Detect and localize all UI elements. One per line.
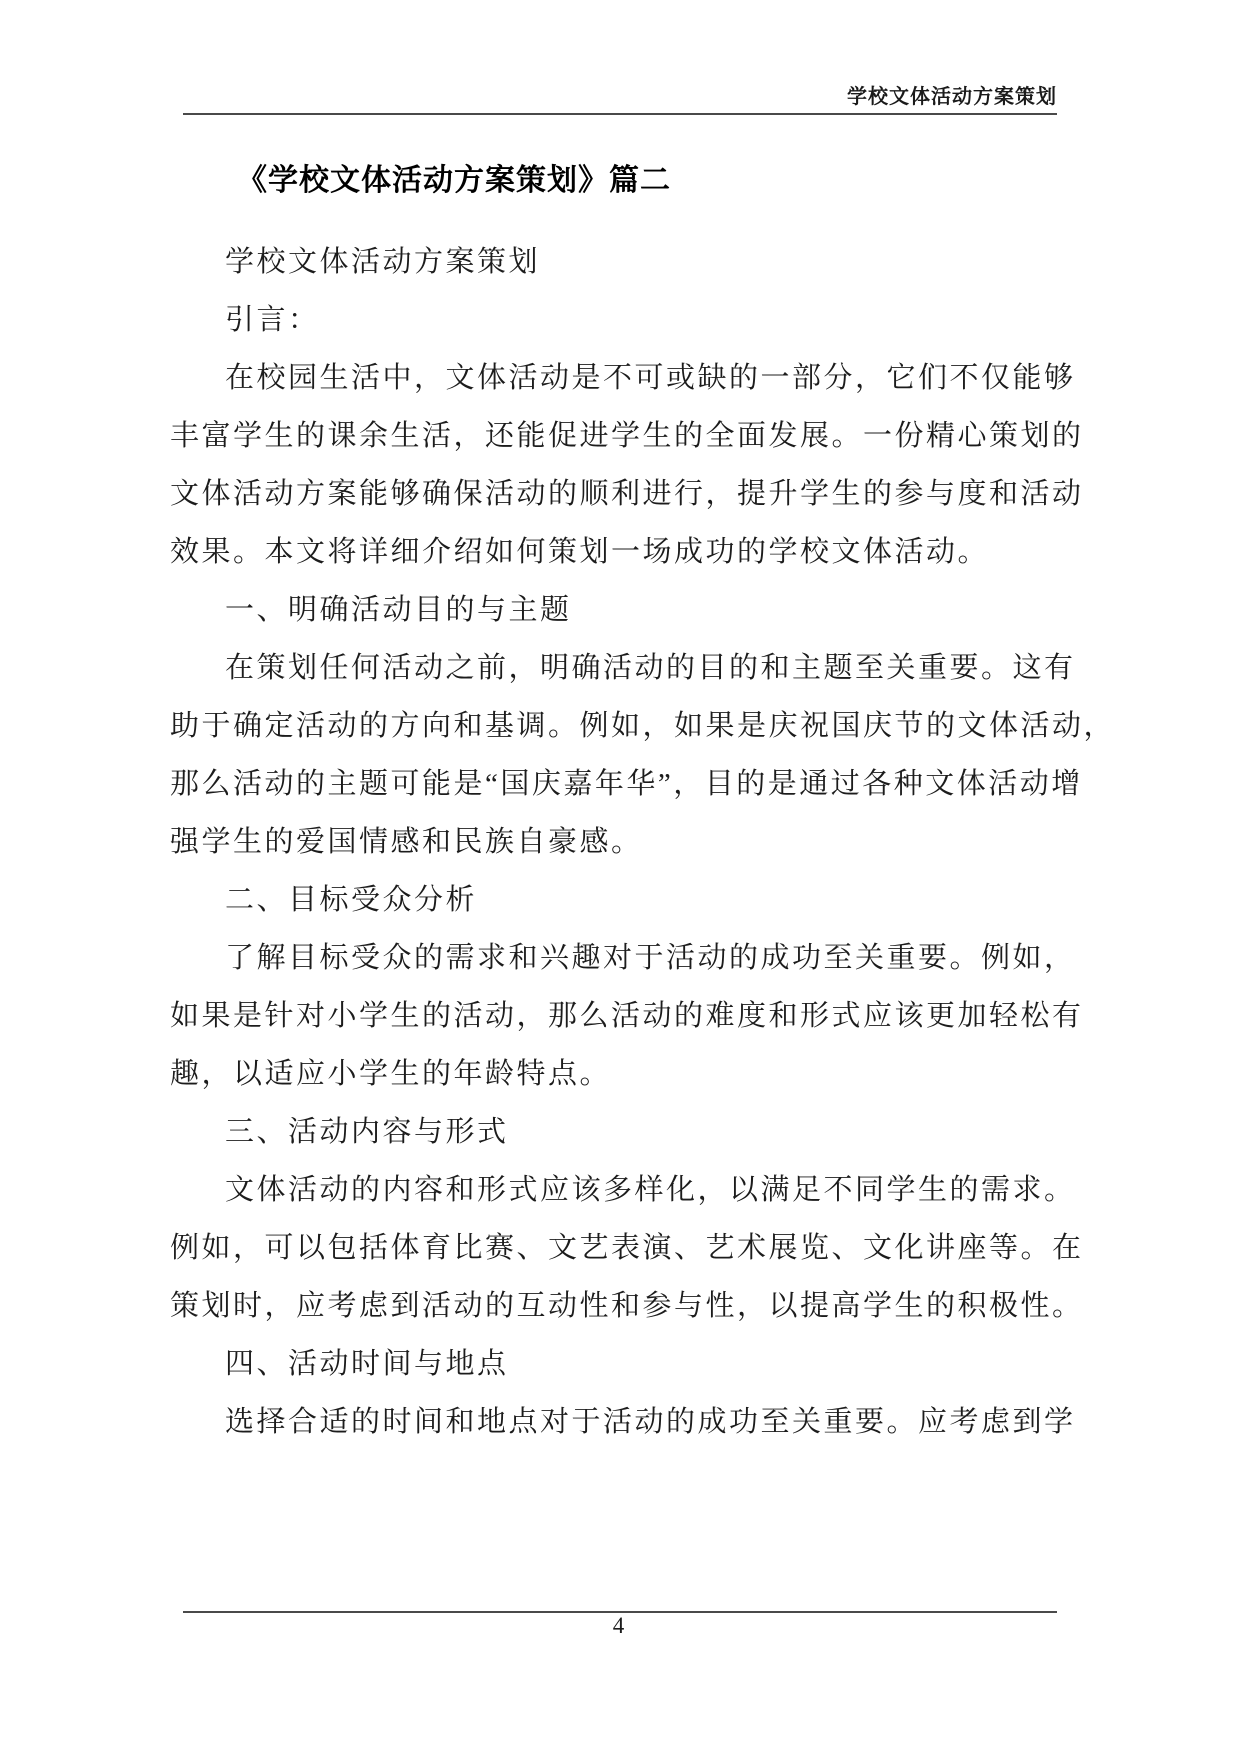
body-line: 如果是针对小学生的活动，那么活动的难度和形式应该更加轻松有: [170, 1000, 1084, 1032]
header-divider: [183, 113, 1057, 115]
body-line: 三、活动内容与形式: [225, 1116, 509, 1148]
document-title: 《学校文体活动方案策划》篇二: [237, 163, 671, 198]
body-line: 策划时，应考虑到活动的互动性和参与性，以提高学生的积极性。: [170, 1290, 1084, 1322]
body-line: 一、明确活动目的与主题: [225, 594, 572, 626]
body-line: 在校园生活中，文体活动是不可或缺的一部分，它们不仅能够: [225, 362, 1076, 394]
body-line: 文体活动方案能够确保活动的顺利进行，提升学生的参与度和活动: [170, 478, 1084, 510]
body-line: 在策划任何活动之前，明确活动的目的和主题至关重要。这有: [225, 652, 1076, 684]
body-line: 趣，以适应小学生的年龄特点。: [170, 1058, 612, 1090]
body-line: 文体活动的内容和形式应该多样化，以满足不同学生的需求。: [225, 1174, 1076, 1206]
body-line: 引言：: [225, 304, 320, 336]
body-line: 效果。本文将详细介绍如何策划一场成功的学校文体活动。: [170, 536, 990, 568]
body-line: 选择合适的时间和地点对于活动的成功至关重要。应考虑到学: [225, 1406, 1076, 1438]
page-number: 4: [612, 1613, 625, 1638]
body-line: 丰富学生的课余生活，还能促进学生的全面发展。一份精心策划的: [170, 420, 1084, 452]
body-line: 助于确定活动的方向和基调。例如，如果是庆祝国庆节的文体活动，: [170, 710, 1116, 742]
body-line: 强学生的爱国情感和民族自豪感。: [170, 826, 643, 858]
body-line: 那么活动的主题可能是“国庆嘉年华”，目的是通过各种文体活动增: [170, 768, 1083, 800]
body-line: 二、目标受众分析: [225, 884, 478, 916]
body-line: 四、活动时间与地点: [225, 1348, 509, 1380]
body-lines: [170, 233, 1116, 1451]
body-line: 学校文体活动方案策划: [225, 246, 541, 278]
body-line: 例如，可以包括体育比赛、文艺表演、艺术展览、文化讲座等。在: [170, 1232, 1084, 1264]
running-header-text: 学校文体活动方案策划: [847, 84, 1057, 108]
body-line: 了解目标受众的需求和兴趣对于活动的成功至关重要。例如，: [225, 942, 1076, 974]
